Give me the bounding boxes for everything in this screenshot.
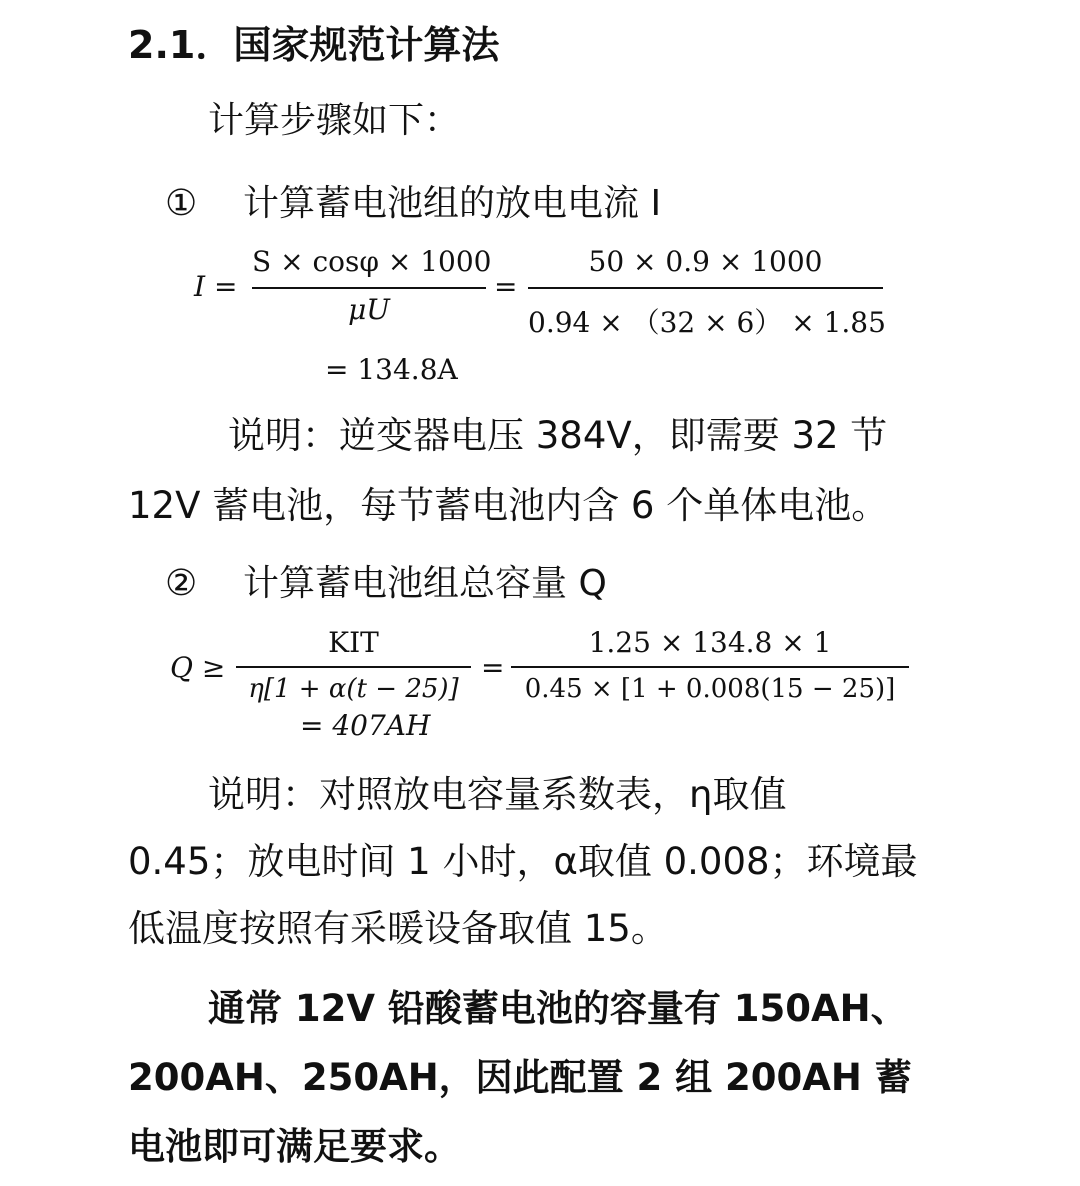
formula2-fraction-bar2: [511, 666, 909, 668]
formula1-numerator1: S × cosφ × 1000: [252, 245, 492, 278]
formula1-numerator2: 50 × 0.9 × 1000: [588, 245, 823, 278]
formula2-fraction-bar1: [236, 666, 471, 668]
formula1-denominator1: μU: [348, 293, 390, 326]
conclusion-line3: 电池即可满足要求。: [128, 1125, 461, 1168]
step1-note-line1: 说明：逆变器电压 384V，即需要 32 节: [228, 414, 888, 457]
step2-marker: ②: [165, 563, 198, 604]
step2-title: 计算蓄电池组总容量 Q: [243, 563, 607, 604]
step1-note-line2: 12V 蓄电池，每节蓄电池内含 6 个单体电池。: [128, 484, 889, 527]
formula1-result: = 134.8A: [325, 353, 458, 386]
step1-marker: ①: [165, 183, 198, 224]
formula2-lhs: Q ≥: [170, 651, 226, 684]
formula1-fraction-bar2: [528, 287, 883, 289]
formula2-equals: =: [481, 651, 505, 684]
conclusion-line1: 通常 12V 铅酸蓄电池的容量有 150AH、: [208, 987, 908, 1030]
step2-note-line2: 0.45；放电时间 1 小时，α取值 0.008；环境最: [128, 840, 918, 883]
section-heading: 2.1．国家规范计算法: [128, 23, 500, 67]
intro-text: 计算步骤如下：: [208, 100, 461, 141]
step2-note-line1: 说明：对照放电容量系数表，η取值: [208, 773, 787, 816]
formula1-lhs: I =: [194, 270, 238, 303]
formula1-denominator2: 0.94 × （32 × 6） × 1.85: [528, 306, 886, 339]
formula2-result: = 407AH: [300, 709, 431, 742]
formula1-equals: =: [494, 270, 518, 303]
formula2-denominator2: 0.45 × [1 + 0.008(15 − 25)]: [524, 674, 896, 704]
formula1-fraction-bar1: [252, 287, 486, 289]
formula2-denominator1: η[1 + α(t − 25)]: [248, 674, 459, 704]
formula2-numerator1: KIT: [328, 626, 379, 659]
conclusion-line2: 200AH、250AH，因此配置 2 组 200AH 蓄: [128, 1056, 912, 1099]
formula2-numerator2: 1.25 × 134.8 × 1: [588, 626, 832, 659]
step2-note-line3: 低温度按照有采暖设备取值 15。: [128, 907, 668, 950]
step1-title: 计算蓄电池组的放电电流 I: [243, 183, 662, 224]
